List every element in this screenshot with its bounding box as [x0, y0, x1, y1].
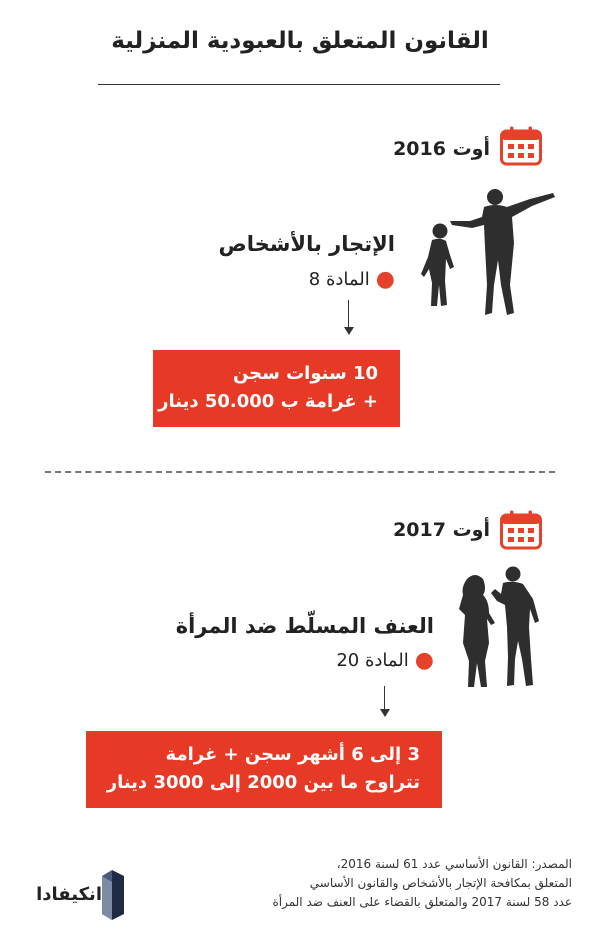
article-number — [336, 648, 434, 673]
source-line: المتعلق بمكافحة الإتجار بالأشخاص والقانون الأساسي — [309, 876, 572, 890]
page-title: القانون المتعلق بالعبودية المنزلية — [111, 28, 489, 54]
article-label: المادة 20 — [336, 650, 409, 671]
section-date: أوت 2016 — [393, 138, 490, 160]
bullet-icon: ● — [375, 267, 395, 292]
source-line: المصدر: القانون الأساسي عدد 61 لسنة 2016، — [336, 857, 572, 871]
penalty-line: 3 إلى 6 أشهر سجن + غرامة — [165, 744, 420, 765]
section-heading: العنف المسلّط ضد المرأة — [175, 614, 434, 638]
arrow-down-icon — [380, 709, 390, 717]
arrow-line — [384, 686, 385, 710]
penalty-line: + غرامة ب 50.000 دينار — [158, 391, 378, 412]
logo-text: انكيفادا — [36, 884, 102, 905]
section-heading: الإتجار بالأشخاص — [218, 232, 395, 256]
bullet-icon: ● — [414, 648, 434, 673]
source-line: عدد 58 لسنة 2017 والمتعلق بالقضاء على العنف ضد المرأة — [272, 895, 572, 909]
publisher-logo — [28, 870, 128, 920]
article-label: المادة 8 — [308, 269, 370, 290]
calendar-icon — [500, 510, 542, 550]
section-date: أوت 2017 — [393, 519, 490, 541]
penalty-line: تتراوح ما بين 2000 إلى 3000 دينار — [106, 772, 420, 793]
source-note — [232, 855, 572, 912]
inkyfada-logo-icon — [102, 870, 124, 920]
penalty-line: 10 سنوات سجن — [232, 363, 378, 384]
man-threatening-woman-silhouette — [455, 565, 555, 690]
penalty-box — [86, 731, 442, 808]
